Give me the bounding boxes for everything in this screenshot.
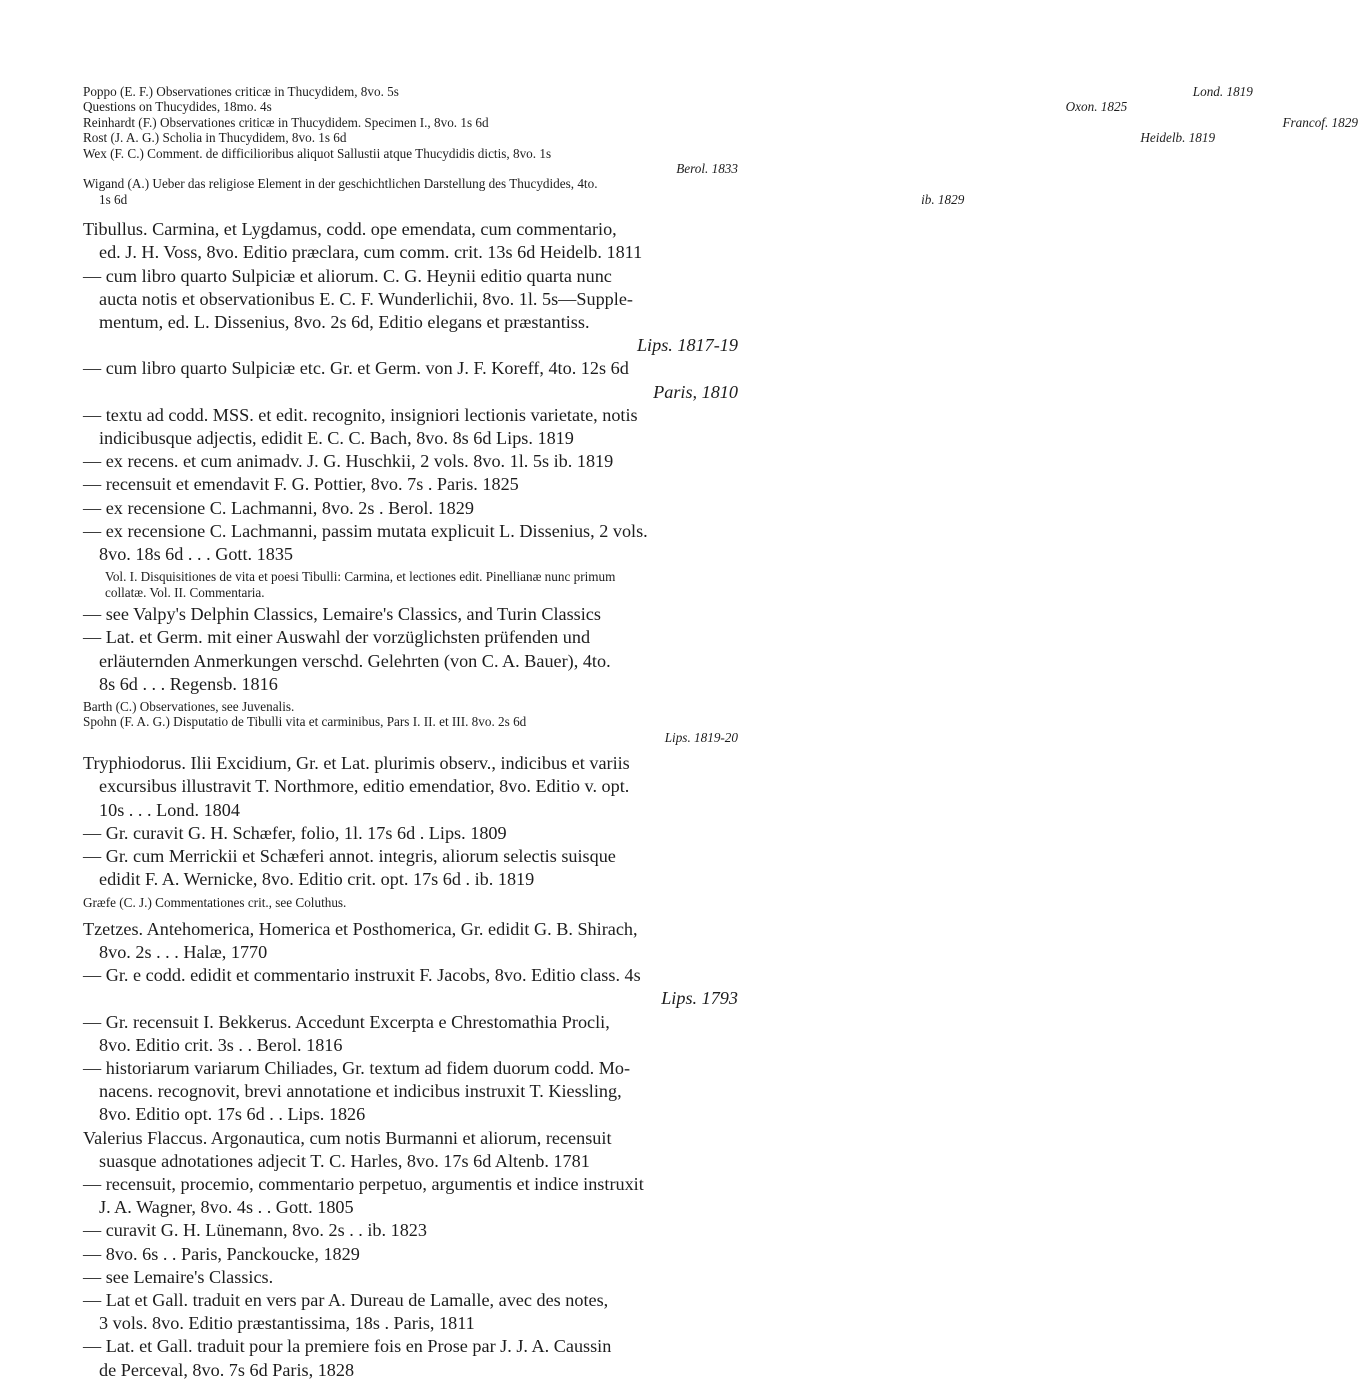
entry-line: Reinhardt (F.) Observationes criticæ in Thucydidem. Specimen I., 8vo. 1s 6d Francof. 1829 xyxy=(83,114,1358,130)
tibullus-entry-continued: — see Valpy's Delphin Classics, Lemaire's Classics, and Turin Classics — Lat. et Germ. mit einer Auswahl der vorzüglichsten prüfenden und erläuternden Anmerkungen verschd. Gelehrten (von C. A. Bauer), 4to. 8s 6d . . . Regensb. 1816 xyxy=(83,604,611,694)
thucydides-commentary-block xyxy=(83,84,1358,207)
entry-heading-line: Tibullus. Carmina, et Lygdamus, codd. ope emendata, cum commentario, xyxy=(83,219,617,240)
entry-line: Questions on Thucydides, 18mo. 4s Oxon. 1825 xyxy=(83,99,1128,115)
tibullus-entry: Tibullus. Carmina, et Lygdamus, codd. ope emendata, cum commentario, ed. J. H. Voss, 8vo. Editio præclara, cum comm. crit. 13s 6d Heidelb. 1811 — cum libro quarto Sulpiciæ et aliorum. C. G. Heynii editio quarta nunc aucta notis et observationibus E. C. F. Wunderlichii, 8vo. 1l. 5s—Supple- mentum, ed. L. Dissenius, 8vo. 2s 6d, Editio elegans et præstantiss. Lips. 1817-19 — cum libro quarto Sulpiciæ etc. Gr. et Germ. von J. F. Koreff, 4to. 12s 6d Paris, 1810 — textu ad codd. MSS. et edit. recognito, insigniori lectionis varietate, notis indicibusque adjectis, edidit E. C. C. Bach, 8vo. 8s 6d Lips. 1819 — ex recens. et cum animadv. J. G. Huschkii, 2 vols. 8vo. 1l. 5s ib. 1819 — recensuit et emendavit F. G. Pottier, 8vo. 7s . Paris. 1825 — ex recensione C. Lachmanni, 8vo. 2s . Berol. 1829 — ex recensione C. Lachmanni, passim mutata explicuit L. Dissenius, 2 vols. 8vo. 18s 6d . . . Gott. 1835 xyxy=(83,219,738,565)
tryphiodorus-entry: Tryphiodorus. Ilii Excidium, Gr. et Lat. plurimis observ., indicibus et variis excursibus illustravit T. Northmore, editio emendatior, 8vo. Editio v. opt. 10s . . . Lond. 1804 — Gr. curavit G. H. Schæfer, folio, 1l. 17s 6d . Lips. 1809 — Gr. cum Merrickii et Schæferi annot. integris, aliorum selectis suisque edidit F. A. Wernicke, 8vo. Editio crit. opt. 17s 6d . ib. 1819 xyxy=(83,752,738,891)
tryphiodorus-commentary: Græfe (C. J.) Commentationes crit., see Coluthus. xyxy=(83,895,347,911)
entry-imprint: Berol. 1833 xyxy=(676,161,738,177)
entry-line: Poppo (E. F.) Observationes criticæ in Thucydidem, 8vo. 5s Lond. 1819 xyxy=(83,84,1253,99)
entry-line: Wex (F. C.) Comment. de difficilioribus aliquot Sallustii atque Thucydidis dictis, 8vo. 1s xyxy=(83,145,552,161)
tibullus-note: Vol. I. Disquisitiones de vita et poesi Tibulli: Carmina, et lectiones edit. Pinellianæ nunc primum collatæ. Vol. II. Commentaria. xyxy=(105,569,616,600)
valerius-flaccus-entry: Valerius Flaccus. Argonautica, cum notis Burmanni et aliorum, recensuit suasque adnotationes adjecit T. C. Harles, 8vo. 17s 6d Altenb. 1781 — recensuit, procemio, commentario perpetuo, argumentis et indice instruxit J. A. Wagner, 8vo. 4s . . Gott. 1805 — curavit G. H. Lünemann, 8vo. 2s . . ib. 1823 — 8vo. 6s . . Paris, Panckoucke, 1829 — see Lemaire's Classics. — Lat et Gall. traduit en vers par A. Dureau de Lamalle, avec des notes, 3 vols. 8vo. Editio præstantissima, 18s . Paris, 1811 — Lat. et Gall. traduit pour la premiere fois en Prose par J. J. A. Caussin de Perceval, 8vo. 7s 6d Paris, 1828 xyxy=(83,1127,738,1382)
entry-heading-line: Valerius Flaccus. Argonautica, cum notis Burmanni et aliorum, recensuit xyxy=(83,1127,612,1148)
entry-line: Rost (J. A. G.) Scholia in Thucydidem, 8vo. 1s 6d Heidelb. 1819 xyxy=(83,130,1216,146)
tibullus-commentary: Barth (C.) Observationes, see Juvenalis. Spohn (F. A. G.) Disputatio de Tibulli vita et carminibus, Pars I. II. et III. 8vo. 2s 6d Lips. 1819-20 xyxy=(83,698,738,745)
entry-heading-line: Tzetzes. Antehomerica, Homerica et Posthomerica, Gr. edidit G. B. Shirach, xyxy=(83,918,638,939)
entry-heading-line: Tryphiodorus. Ilii Excidium, Gr. et Lat. plurimis observ., indicibus et variis xyxy=(83,753,630,774)
tzetzes-entry: Tzetzes. Antehomerica, Homerica et Posthomerica, Gr. edidit G. B. Shirach, 8vo. 2s . . . Halæ, 1770 — Gr. e codd. edidit et commentario instruxit F. Jacobs, 8vo. Editio class. 4s Lips. 1793 — Gr. recensuit I. Bekkerus. Accedunt Excerpta e Chrestomathia Procli, 8vo. Editio crit. 3s . . Berol. 1816 — historiarum variarum Chiliades, Gr. textum ad fidem duorum codd. Mo- nacens. recognovit, brevi annotatione et indicibus instruxit T. Kiessling, 8vo. Editio opt. 17s 6d . . Lips. 1826 xyxy=(83,918,738,1125)
entry-line: 1s 6d ib. 1829 xyxy=(99,191,965,207)
entry-line: Wigand (A.) Ueber das religiose Element in der geschichtlichen Darstellung des Thucydides, 4to. xyxy=(83,176,598,192)
